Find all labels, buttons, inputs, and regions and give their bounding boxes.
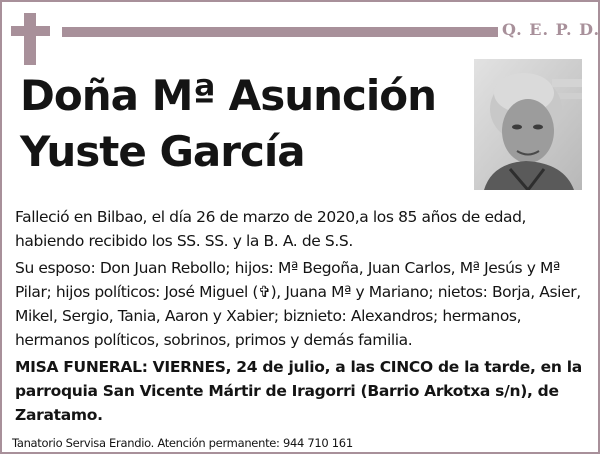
funeral-home-footer: Tanatorio Servisa Erandio. Atención permanente: 944 710 161: [12, 436, 353, 450]
death-statement: Falleció en Bilbao, el día 26 de marzo de 2020,a los 85 años de edad, habiendo recibido los SS. SS. y la B. A. de S.S.: [15, 208, 527, 250]
qepd-label: Q. E. P. D.: [502, 20, 600, 39]
funeral-mass-statement: MISA FUNERAL: VIERNES, 24 de julio, a las CINCO de la tarde, en la parroquia San Vicente Mártir de Iragorri (Barrio Arkotxa s/n), de Zaratamo.: [15, 358, 582, 424]
deceased-name: [20, 68, 470, 180]
notice-body: [15, 205, 585, 430]
cross-vertical-bar: [24, 13, 36, 65]
header-rule: [62, 27, 498, 37]
cross-horizontal-bar: [11, 26, 50, 36]
deceased-name-line-1: Doña Mª Asunción: [20, 71, 437, 120]
portrait-photo: [474, 59, 582, 190]
deceased-name-line-2: Yuste García: [20, 127, 305, 176]
family-statement: Su esposo: Don Juan Rebollo; hijos: Mª Begoña, Juan Carlos, Mª Jesús y Mª Pilar; hijos políticos: José Miguel (✞), Juana Mª y Mariano; nietos: Borja, Asier, Mikel, Sergio, Tania, Aaron y Xabier; biznieto: Alexandros; hermanos, hermanos políticos, sobrinos, primos y demás familia.: [15, 259, 581, 349]
portrait-photo-image: [474, 59, 582, 190]
